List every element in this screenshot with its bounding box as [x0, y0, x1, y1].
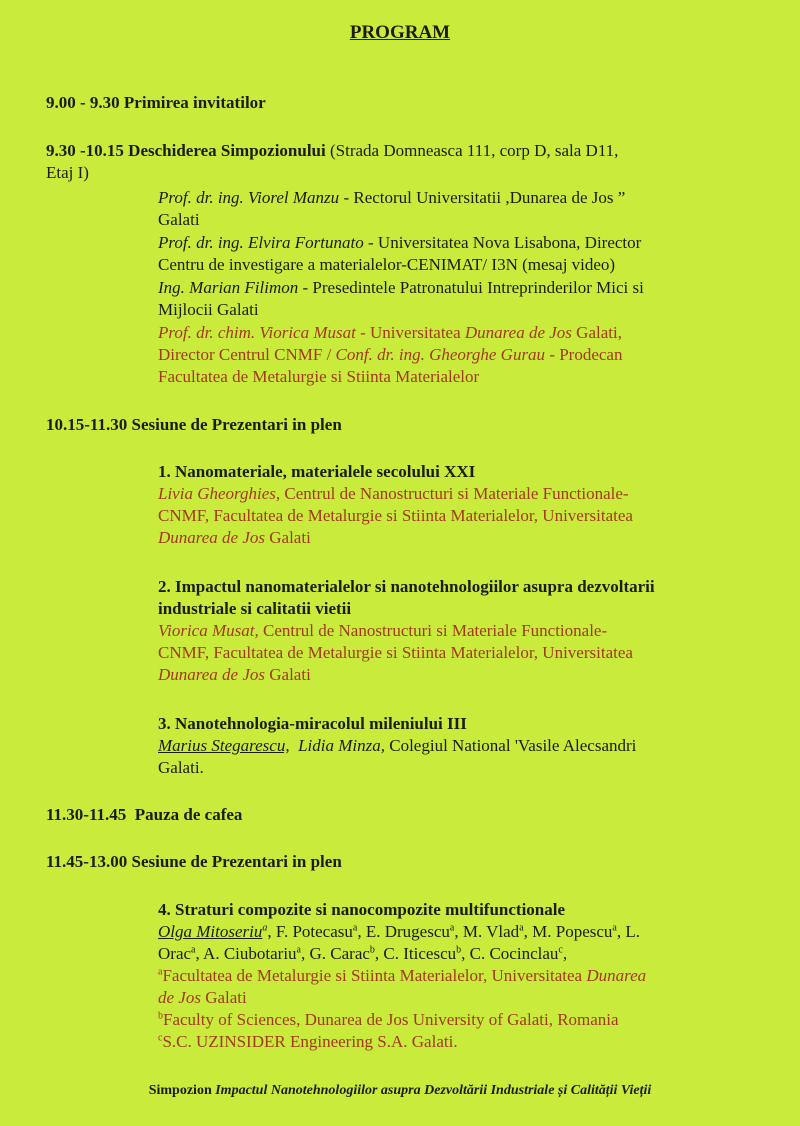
affiliation-city: Galati	[200, 988, 247, 1007]
presentation-title-cont: industriale si calitatii vietii	[158, 599, 352, 618]
aff-mark: b	[158, 1010, 163, 1022]
author-name: , C. Cocinclau	[461, 944, 559, 963]
university-name: Dunarea de Jos	[158, 665, 266, 684]
slot-plenary-1	[46, 414, 342, 436]
presentation-author: Marius Stegarescu,	[158, 736, 290, 755]
author-name: , M. Popescu	[523, 922, 613, 941]
speaker-role-cont: Director Centrul CNMF /	[158, 345, 336, 364]
presentation-author: Olga Mitoseriu	[158, 922, 263, 941]
affiliation-text: S.C. UZINSIDER Engineering S.A. Galati.	[162, 1032, 458, 1051]
aff-mark: c	[558, 944, 563, 956]
slot-label: Primirea invitatilor	[123, 93, 266, 112]
speaker-role-cont: Galati	[158, 210, 200, 229]
speaker-name: Prof. dr. ing. Elvira Fortunato	[158, 233, 364, 252]
affiliation-text: Facultatea de Metalurgie si Stiinta Materialelor, Universitatea	[162, 966, 587, 985]
authors-line-2	[158, 944, 567, 963]
speaker-role: - Universitatea Nova Lisabona, Director	[363, 233, 642, 252]
presentation-city: Galati	[265, 665, 311, 684]
presentation-1	[158, 461, 748, 549]
author-name: ,	[562, 944, 568, 963]
author-name: , E. Drugescu	[357, 922, 450, 941]
slot-welcome	[46, 92, 266, 114]
slot-label: Deschiderea Simpozionului	[128, 141, 326, 160]
aff-mark: a	[158, 966, 163, 978]
presentation-title: 4. Straturi compozite si nanocompozite multifunctionale	[158, 900, 566, 919]
slot-time: 11.45-13.00	[46, 852, 128, 871]
presentation-author: Livia Gheorghies,	[158, 484, 281, 503]
presentation-affiliation: Centrul de Nanostructuri si Materiale Functionale-	[280, 484, 629, 503]
speaker-name-2: Conf. dr. ing. Gheorghe Gurau	[335, 345, 546, 364]
author-name: , F. Potecasu	[267, 922, 353, 941]
author-name: , A. Ciubotariu	[195, 944, 297, 963]
slot-time: 9.30 -10.15	[46, 141, 124, 160]
speaker-role: - Rectorul Universitatii ,Dunarea de Jos ”	[339, 188, 626, 207]
presentation-2	[158, 576, 748, 686]
aff-mark: a	[612, 922, 617, 934]
presentation-affiliation-cont: CNMF, Facultatea de Metalurgie si Stiinta Materialelor, Universitatea	[158, 643, 633, 662]
slot-time: 10.15-11.30	[46, 415, 128, 434]
author-name: Orac	[158, 944, 192, 963]
speaker-role: - Universitatea	[355, 323, 465, 342]
aff-mark: a	[191, 944, 196, 956]
aff-mark: a	[449, 922, 455, 934]
slot-location-cont: Etaj I)	[46, 163, 89, 182]
slot-plenary-2	[46, 851, 342, 873]
speaker-role-cont-2: Facultatea de Metalurgie si Stiinta Materialelor	[158, 367, 480, 386]
footer-plain: Simpozion	[148, 1083, 216, 1098]
author-name: , G. Carac	[301, 944, 370, 963]
aff-mark: b	[456, 944, 462, 956]
author-name: , L.	[616, 922, 641, 941]
slot-label: Sesiune de Prezentari in plen	[131, 415, 342, 434]
presentation-affiliation: Centrul de Nanostructuri si Materiale Functionale-	[258, 621, 608, 640]
slot-time: 11.30-11.45	[46, 805, 127, 824]
aff-mark: a	[519, 922, 524, 934]
speaker-1	[158, 187, 748, 231]
university-name: Dunarea de Jos	[464, 323, 572, 342]
speaker-role-end: Galati,	[571, 323, 622, 342]
presentation-affiliation-cont: Galati.	[158, 758, 204, 777]
page-title: PROGRAM	[349, 22, 451, 43]
university-name: Dunarea de Jos	[158, 528, 266, 547]
slot-label: Sesiune de Prezentari in plen	[131, 852, 342, 871]
speaker-4	[158, 322, 748, 388]
aff-mark: c	[158, 1032, 163, 1044]
affiliation-c	[158, 1032, 458, 1051]
slot-label: Pauza de cafea	[134, 805, 243, 824]
page-footer	[0, 1083, 800, 1099]
presentation-city: Galati	[265, 528, 311, 547]
speaker-2	[158, 232, 748, 276]
author-name: , C. Iticescu	[374, 944, 457, 963]
presentation-affiliation: Colegiul National 'Vasile Alecsandri	[384, 736, 637, 755]
affiliation-b	[158, 1010, 619, 1029]
speaker-role-cont: Mijlocii Galati	[158, 300, 259, 319]
presentation-3	[158, 713, 748, 779]
presentation-title: 1. Nanomateriale, materialele secolului XXI	[158, 462, 476, 481]
slot-coffee	[46, 804, 242, 826]
presentation-title: 3. Nanotehnologia-miracolul mileniului III	[158, 714, 467, 733]
slot-opening	[46, 140, 751, 162]
affiliation-text: Faculty of Sciences, Dunarea de Jos University of Galati, Romania	[163, 1010, 619, 1029]
aff-mark: a	[296, 944, 301, 956]
presentation-author: Viorica Musat,	[158, 621, 259, 640]
speaker-name: Prof. dr. ing. Viorel Manzu	[158, 188, 340, 207]
presentation-author-2: Lidia Minza,	[298, 736, 385, 755]
speaker-role-cont: Centru de investigare a materialelor-CENIMAT/ I3N (mesaj video)	[158, 255, 616, 274]
footer-title: Impactul Nanotehnologiilor asupra Dezvoltării Industriale și Calității Vieții	[215, 1083, 652, 1098]
speaker-name: Ing. Marian Filimon	[158, 278, 299, 297]
speaker-3	[158, 277, 748, 321]
speaker-role: - Presedintele Patronatului Intreprinderilor Mici si	[298, 278, 644, 297]
presentation-4	[158, 899, 748, 1053]
speaker-role-2: - Prodecan	[545, 345, 623, 364]
author-name: , M. Vlad	[454, 922, 520, 941]
affiliation-a	[158, 966, 646, 1007]
authors-line-1	[158, 922, 640, 941]
aff-mark: b	[369, 944, 375, 956]
university-name-cont: de Jos	[158, 988, 201, 1007]
speaker-name: Prof. dr. chim. Viorica Musat	[158, 323, 356, 342]
aff-mark: a	[262, 922, 268, 934]
slot-time: 9.00 - 9.30	[46, 93, 120, 112]
university-name: Dunarea	[586, 966, 647, 985]
presentation-affiliation-cont: CNMF, Facultatea de Metalurgie si Stiinta Materialelor, Universitatea	[158, 506, 633, 525]
slot-location: (Strada Domneasca 111, corp D, sala D11,	[330, 141, 619, 160]
aff-mark: a	[352, 922, 358, 934]
presentation-title: 2. Impactul nanomaterialelor si nanotehnologiilor asupra dezvoltarii	[158, 577, 655, 596]
